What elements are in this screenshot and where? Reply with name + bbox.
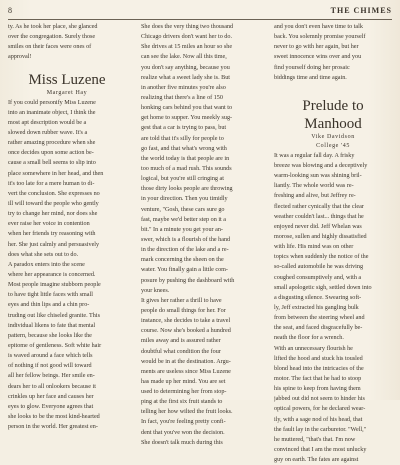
text-line: neath the floor for a wrench. (274, 335, 344, 342)
text-line: person in the world. Her greatest en- (8, 424, 98, 431)
text-line: is waved around a face which tells (8, 353, 93, 360)
text-line: dent that you've won the decision. (141, 429, 225, 436)
header-rule (8, 19, 392, 20)
text-line: you don't say anything, because you (141, 64, 230, 71)
text-line: try to change her mind, nor does she (8, 211, 98, 218)
text-line: instance, she decides to take a travel (141, 318, 231, 325)
text-line: realizing that there's a line of 150 (141, 94, 223, 101)
text-line: guy on earth. The fates are against (274, 457, 359, 464)
article-title: Miss Luzene (28, 71, 106, 88)
text-line: she looks to be the most kind-hearted (8, 413, 100, 420)
text-line: ly, Jeff extracted his gangling bulk (274, 304, 359, 311)
text-line: used to determining her from stop- (141, 389, 227, 396)
text-line: back. You solemnly promise yourself (274, 34, 366, 41)
text-line: smiles on their faces were ones of (8, 44, 92, 51)
text-line: truding out like chiseled granite. This (8, 312, 100, 319)
text-line: once decides upon some action be- (8, 150, 94, 157)
text-line: She doesn't talk much during this (141, 439, 223, 446)
text-line: coughed consumptively and, with a (274, 274, 362, 281)
text-line: gest that a car is trying to pass, but (141, 125, 227, 132)
text-line: pattern, because she looks like the (8, 332, 92, 339)
text-line: blond head into the intricacies of the (274, 365, 364, 372)
text-line: place somewhere in her head, and then (8, 170, 104, 177)
text-line: ever raise her voice in contention (8, 221, 90, 228)
text-line: he muttered, "that's that. I'm now (274, 436, 356, 443)
text-line: eyes and thin lips and a chin pro- (8, 302, 90, 309)
text-line: venture, "Gosh, these cars sure go (141, 206, 225, 213)
text-line: does what she sets out to do. (8, 251, 79, 258)
text-line: It gives her rather a thrill to have (141, 297, 222, 304)
article-body (274, 151, 392, 465)
text-line: mark concerning the sheen on the (141, 257, 224, 264)
text-line: logical, but you're still cringing at (141, 176, 224, 183)
article-title: Prelude to Manhood (302, 97, 364, 132)
text-line: jabbed out did not seem to hinder his (274, 396, 365, 403)
text-line: weather couldn't last... things that he (274, 213, 364, 220)
text-line: convinced that I am the most unlucky (274, 446, 367, 453)
text-line: lifted the hood and stuck his tousled (274, 355, 363, 362)
text-line: topics when suddenly the notice of the (274, 254, 369, 261)
text-line: ments are useless since Miss Luzene (141, 368, 231, 375)
text-line: motor. The fact that he had to stoop (274, 375, 362, 382)
text-line: ily, with a sage nod of his head, that (274, 416, 363, 423)
text-line: miles away and is assured rather (141, 338, 221, 345)
article-byline: Vike Davidson (311, 133, 355, 140)
text-line: people do small things for her. For (141, 307, 226, 314)
text-line: her. She just calmly and persuasively (8, 241, 100, 248)
text-line: sweet innocence wins over and you (274, 54, 362, 61)
text-line: If you could personify Miss Luzene (8, 99, 96, 106)
text-line: It was a regular fall day. A frisky (274, 152, 355, 159)
text-line: too much of a mad rush. This sounds (141, 165, 232, 172)
text-line: approval! (8, 54, 32, 61)
text-line: his spine to keep from having them (274, 386, 361, 393)
text-line: breeze was blowing and a deceptively (274, 162, 368, 169)
text-line: never to go with her again, but her (274, 44, 359, 51)
text-line: cause a small bell seems to slip into (8, 160, 96, 167)
text-line: flected rather cynically that the clear (274, 203, 364, 210)
text-line: bit." In a minute you get your an- (141, 226, 223, 233)
text-line: vert the conclusion. She expresses no (8, 190, 100, 197)
text-line: ill will toward the people who gently (8, 200, 99, 207)
text-line: morose, sullen and highly dissatisfied (274, 233, 367, 240)
text-line: enjoyed never did. Jeff Whelan was (274, 223, 362, 230)
text-line: your knees. (141, 287, 170, 294)
text-line: course. Now she's booked a hundred (141, 328, 231, 335)
text-line: slowed down rubber wave. It's a (8, 129, 88, 136)
text-line: into an inanimate object, I think the (8, 109, 96, 116)
text-line: with life. His mind was on other (274, 244, 354, 251)
text-line: the seat, and faced disgracefully be- (274, 325, 363, 332)
text-line: over the congregation. Surely those (8, 34, 96, 41)
article-byline-class: College '45 (316, 142, 350, 149)
text-line: most apt description would be a (8, 119, 87, 126)
text-line: liantly. The whole world was re- (274, 183, 354, 190)
column-3 (274, 22, 392, 465)
text-line: eyes to glow. Everyone agrees that (8, 403, 94, 410)
text-line: biddings time and time again. (274, 74, 347, 81)
text-line: In fact, you're feeling pretty confi- (141, 419, 226, 426)
text-line: warm-looking sun was shining bril- (274, 173, 362, 180)
text-line: so-called automobile he was driving (274, 264, 364, 271)
text-line: With an unnecessary flourish he (274, 345, 353, 352)
text-line: those dirty looks people are throwing (141, 186, 233, 193)
text-line: small apologetic sigh, settled down into (274, 284, 372, 291)
text-line: realize what a sweet lady she is. But (141, 74, 231, 81)
text-line: the world today is that people are in (141, 155, 230, 162)
text-line: and you don't even have time to talk (274, 24, 363, 30)
text-line: ping at the first six fruit stands to (141, 399, 223, 406)
column-1 (8, 22, 126, 432)
text-line: rather amazing procedure when she (8, 140, 96, 147)
text-line: dears her to all onlookers because it (8, 383, 96, 390)
text-line: Most people imagine stubborn people (8, 282, 101, 289)
text-line: optical powers, for he declared wear- (274, 406, 366, 413)
text-line: crinkles up her face and causes her (8, 393, 94, 400)
text-line: honking cars behind you that want to (141, 105, 233, 112)
text-line: the fault lay in the carburetor. "Well," (274, 426, 367, 433)
text-line: a disgusting silence. Swearing soft- (274, 294, 362, 301)
text-line: in the direction of the lake and a re- (141, 247, 229, 254)
text-line: can see the lake. Now all this time, (141, 54, 227, 61)
text-line: swer, which is a flourish of the hand (141, 236, 231, 243)
text-line: when her friends try reasoning with (8, 231, 96, 238)
text-line: are told that it's silly for people to (141, 135, 224, 142)
column-2 (141, 22, 261, 448)
text-line: of nothing if not good will toward (8, 363, 92, 370)
text-line: posure by pushing the dashboard with (141, 277, 235, 284)
text-line: where her appearance is concerned. (8, 271, 96, 278)
text-line: Chicago drivers don't want her to do. (141, 34, 232, 41)
text-line: doubtful what condition the four (141, 348, 221, 355)
text-line: has made up her mind. You are set (141, 378, 226, 385)
publication-title: THE CHIMES (330, 6, 392, 15)
article-byline: Margaret Hay (46, 89, 88, 96)
text-line: telling her how wilted the fruit looks. (141, 409, 233, 416)
text-line: freshing and alive, but Jeffrey re- (274, 193, 356, 200)
col3-continued-text (274, 22, 392, 83)
text-line: from between the steering wheel and (274, 315, 365, 322)
text-line: She does the very thing two thousand (141, 24, 234, 30)
page-header (8, 6, 392, 18)
text-line: ty. As he took her place, she glanced (8, 24, 98, 30)
text-line: in another five minutes you're also (141, 84, 226, 91)
article-body (8, 98, 126, 433)
text-line: it's too late for a mere human to di- (8, 180, 95, 187)
page-number: 8 (8, 6, 13, 15)
text-line: go fast, and that what's wrong with (141, 145, 227, 152)
text-line: water. You finally gain a little com- (141, 267, 228, 274)
text-line: individual likens to fate that mental (8, 322, 96, 329)
text-line: to have tight little faces with small (8, 292, 93, 299)
col1-continued-text (8, 22, 126, 63)
text-line: all her fellow beings. Her smile en- (8, 373, 95, 380)
text-line: would be in at the destination. Argu- (141, 358, 231, 365)
text-line: A paradox enters into the scene (8, 261, 85, 268)
text-line: epitome of gentleness. Soft white hair (8, 342, 102, 349)
text-line: She drives at 15 miles an hour so she (141, 44, 233, 51)
text-line: get home to supper. You meekly sug- (141, 115, 233, 122)
text-line: in your direction. Then you timidly (141, 196, 228, 203)
text-line: fast, maybe we'd better step on it a (141, 216, 227, 223)
text-line: find yourself doing her prosaic (274, 64, 350, 71)
